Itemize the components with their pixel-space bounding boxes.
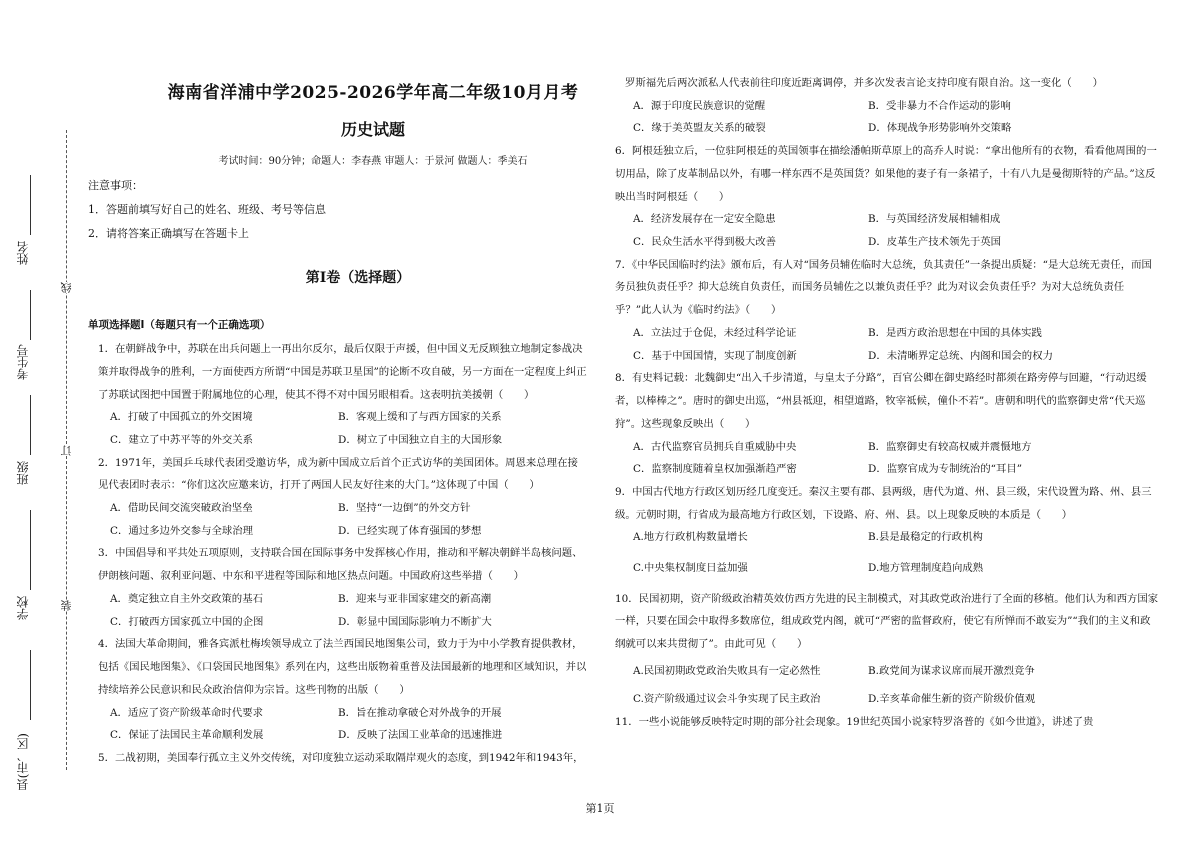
exam-subtitle: 历史试题	[340, 120, 405, 139]
part-title: 第I卷（选择题）	[305, 270, 411, 286]
question-stem: 6．阿根廷独立后，一位驻阿根廷的英国领事在描绘潘帕斯草原上的高乔人时说：“拿出他所有的衣物，看看他周围的一切用品，除了皮革制品以外，有哪一样东西不是英国货？如果他的妻子有一条裙子，十有八九是曼彻斯特的产品。”这反映出当时阿根廷（ ）	[615, 144, 1157, 203]
question-10	[615, 588, 1160, 712]
field-student-id-label: 考生号	[16, 344, 30, 380]
question-stem: 1．在朝鲜战争中，苏联在出兵问题上一再出尔反尔，最后仅限于声援，但中国义无反顾独立地制定参战决策并取得战争的胜利，一方面使西方所谓“中国是苏联卫星国”的论断不攻自破，另一方面在一定程度上纠正了苏联试图把中国置于附属地位的心理，使其不得不对中国另眼相看。这表明抗美援朝（ ）	[98, 343, 587, 401]
option-a: A．打破了中国孤立的外交困境	[110, 411, 253, 424]
option-d: D．体现战争形势影响外交策略	[868, 122, 1012, 135]
option-d: D．皮革生产技术领先于英国	[868, 235, 1002, 248]
page-number: 第1页	[585, 802, 615, 815]
option-b: B．客观上缓和了与西方国家的关系	[338, 411, 502, 424]
option-a: A．借助民间交流突破政治坚垒	[110, 502, 253, 515]
option-a: A．古代监察官员拥兵自重威胁中央	[633, 440, 797, 453]
question-9	[615, 481, 1160, 580]
field-name-label: 姓名	[16, 241, 30, 265]
option-b: B．受非暴力不合作运动的影响	[868, 99, 1011, 112]
cut-word-xian: 线	[60, 282, 73, 293]
option-b: B．旨在推动拿破仑对外战争的开展	[338, 706, 502, 719]
option-a: A．源于印度民族意识的觉醒	[633, 99, 766, 112]
question-stem: 罗斯福先后两次派私人代表前往印度近距离调停，并多次发表言论支持印度有限自治。这一变化（ ）	[625, 77, 1103, 89]
option-d: D．监察官成为专制统治的“耳目”	[868, 463, 1023, 476]
option-a: A.民国初期政党政治失败具有一定必然性	[633, 664, 821, 677]
field-school-label: 学校	[16, 596, 30, 620]
question-stem: 8．有史料记载：北魏御史“出入千步清道，与皇太子分路”，百官公卿在御史路经时都须在路旁停与回避，“行动迟缓者，以棒棒之”。唐时的御史出巡，“州县祗迎，相望道路，牧宰祗候，僮仆不若”。唐朝和明代的监察御史常“代天巡狩”。这些现象反映出（ ）	[615, 372, 1147, 430]
question-stem: 2．1971年，美国乒乓球代表团受邀访华，成为新中国成立后首个正式访华的美国团体。周恩来总理在接见代表团时表示：“你们这次应邀来访，打开了两国人民友好往来的大门。”这体现了中国（ ）	[98, 456, 578, 492]
question-5-continued	[615, 72, 1160, 140]
question-6	[615, 140, 1160, 254]
question-8	[615, 367, 1160, 481]
option-a: A.地方行政机构数量增长	[633, 531, 748, 544]
option-b: B．是西方政治思想在中国的具体实践	[868, 326, 1042, 339]
cut-word-ding: 订	[60, 445, 73, 456]
question-stem: 4．法国大革命期间，雅各宾派杜梅埃领导成立了法兰西国民地图集公司，致力于为中小学教育提供教材，包括《国民地图集》、《口袋国民地图集》系列在内，这些出版物着重普及法国最新的地理和区域知识，并以持续培养公民意识和民众政治信仰为宗旨。这些刊物的出版（ ）	[98, 638, 587, 696]
question-stem: 9．中国古代地方行政区划历经几度变迁。秦汉主要有郡、县两级，唐代为道、州、县三级，宋代设置为路、州、县三级。元朝时期，行省成为最高地方行政区划，下设路、府、州、县。以上现象反映的本质是（ ）	[615, 485, 1152, 521]
option-b: B．迎来与亚非国家建交的新高潮	[338, 592, 492, 605]
field-name	[16, 175, 32, 265]
option-d: D．未清晰界定总统、内阁和国会的权力	[868, 349, 1053, 362]
option-d: D．彰显中国国际影响力不断扩大	[338, 615, 492, 628]
question-3	[88, 542, 588, 633]
notice-item: 2．请将答案正确填写在答题卡上	[88, 227, 249, 240]
option-c: C.资产阶级通过议会斗争实现了民主政治	[633, 693, 821, 706]
option-c: C．打破西方国家孤立中国的企图	[110, 615, 264, 628]
notice-item: 1．答题前填写好自己的姓名、班级、考号等信息	[88, 203, 326, 216]
question-11-start	[615, 711, 1160, 734]
cut-word-zhuang: 装	[60, 600, 73, 611]
option-a: A．经济发展存在一定安全隐患	[633, 213, 776, 226]
question-1	[88, 338, 588, 452]
option-b: B．监察御史有较高权威并震慑地方	[868, 440, 1032, 453]
section-heading: 单项选择题Ⅰ（每题只有一个正确选项）	[88, 319, 271, 331]
question-5-start	[88, 747, 588, 770]
option-c: C.中央集权制度日益加强	[633, 561, 748, 574]
option-c: C．保证了法国民主革命顺利发展	[110, 729, 264, 742]
option-c: C．监察制度随着皇权加强渐趋严密	[633, 463, 797, 476]
option-b: B.政党间为谋求议席而展开激烈竞争	[868, 664, 1035, 677]
option-c: C．通过多边外交参与全球治理	[110, 524, 254, 537]
exam-meta: 考试时间：90分钟；命题人：李春燕 审题人：于景河 做题人：季美石	[218, 156, 528, 167]
question-4	[88, 633, 588, 747]
left-column	[88, 72, 588, 770]
binding-strip	[0, 0, 80, 849]
field-county	[16, 650, 32, 790]
field-county-label: 县(市、区)	[16, 732, 30, 790]
field-student-id	[16, 290, 32, 380]
option-b: B．与英国经济发展相辅相成	[868, 213, 1001, 226]
option-d: D．反映了法国工业革命的迅速推进	[338, 729, 503, 742]
option-d: D.地方管理制度趋向成熟	[868, 561, 984, 574]
question-stem: 10．民国初期，资产阶级政治精英效仿西方先进的民主制模式，对其政党政治进行了全面的移植。他们认为和西方国家一样，只要在国会中取得多数席位，组成政党内阁，就可“严密的监督政府，使它有所惮而不敢妄为”“我们的主义和政纲就可以来共贯彻了”。由此可见（ ）	[615, 592, 1159, 651]
question-7	[615, 254, 1160, 368]
exam-title: 海南省洋浦中学2025-2026学年高二年级10月月考	[167, 83, 579, 103]
option-a: A．立法过于仓促，未经过科学论证	[633, 326, 797, 339]
option-a: A．适应了资产阶级革命时代要求	[110, 706, 263, 719]
notice-heading: 注意事项：	[88, 179, 143, 192]
field-class	[16, 395, 32, 485]
option-d: D.辛亥革命催生新的资产阶级价值观	[868, 693, 1036, 706]
question-stem: 3．中国倡导和平共处五项原则，支持联合国在国际事务中发挥核心作用，推动和平解决朝鲜半岛核问题、伊朗核问题、叙利亚问题、中东和平进程等国际和地区热点问题。中国政府这些举措（ ）	[98, 547, 583, 583]
option-b: B.县是最稳定的行政机构	[868, 531, 983, 544]
option-a: A．奠定独立自主外交政策的基石	[110, 592, 263, 605]
question-2	[88, 452, 588, 543]
option-d: D．树立了中国独立自主的大国形象	[338, 433, 503, 446]
option-d: D．已经实现了体育强国的梦想	[338, 524, 482, 537]
option-c: C．基于中国国情，实现了制度创新	[633, 349, 797, 362]
option-b: B．坚持“一边倒”的外交方针	[338, 502, 471, 515]
field-class-label: 班级	[16, 461, 30, 485]
question-stem: 5．二战初期，美国奉行孤立主义外交传统，对印度独立运动采取隔岸观火的态度，到1942年和1943年，	[98, 751, 584, 764]
option-c: C．建立了中苏平等的外交关系	[110, 433, 254, 446]
option-c: C．民众生活水平得到极大改善	[633, 235, 777, 248]
field-school	[16, 510, 32, 620]
question-stem: 11．一些小说能够反映特定时期的部分社会现象。19世纪英国小说家特罗洛普的《如今世道》，讲述了贵	[615, 716, 1094, 729]
right-column	[615, 72, 1160, 734]
option-c: C．缘于美英盟友关系的破裂	[633, 122, 766, 135]
question-stem: 7．《中华民国临时约法》颁布后，有人对“国务员辅佐临时大总统，负其责任”一条提出质疑：“是大总统无责任，而国务员独负责任乎？抑大总统自负责任，而国务员辅佐之以兼负责任乎？此为对议会负责任乎？为对大总统负责任乎？”此人认为《临时约法》（ ）	[615, 258, 1152, 317]
